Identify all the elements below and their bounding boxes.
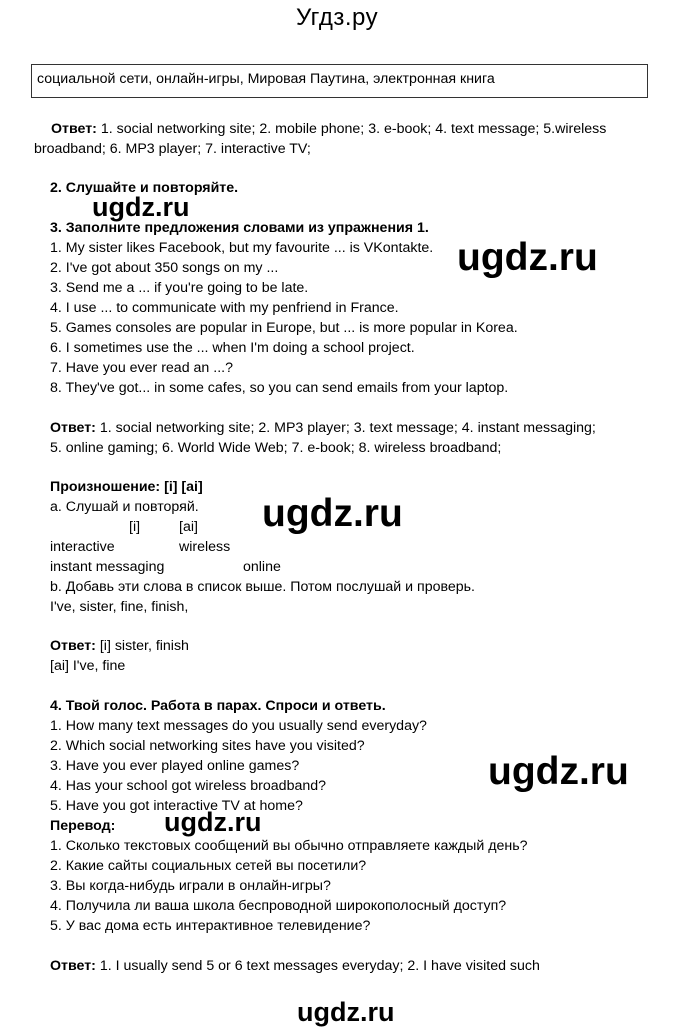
task3-answer-line2: 5. online gaming; 6. World Wide Web; 7. e-book; 8. wireless broadband; — [50, 440, 502, 456]
watermark: ugdz.ru — [297, 997, 395, 1027]
watermark: ugdz.ru — [164, 807, 262, 837]
pron-answer-text1: [i] sister, finish — [95, 638, 189, 654]
pron-a-line: a. Слушай и повторяй. — [50, 499, 199, 515]
word-box-text: социальной сети, онлайн-игры, Мировая Паутина, электронная книга — [37, 71, 495, 87]
task4-answer-text: 1. I usually send 5 or 6 text messages everyday; 2. I have visited such — [95, 958, 540, 974]
task4-translation-2: 2. Какие сайты социальных сетей вы посетили? — [50, 858, 367, 874]
task4-heading: 4. Твой голос. Работа в парах. Спроси и ответь. — [50, 698, 386, 714]
task3-sentence-7: 7. Have you ever read an ...? — [50, 360, 233, 376]
answer1-line2: broadband; 6. MP3 player; 7. interactive TV; — [34, 141, 311, 157]
watermark: ugdz.ru — [92, 192, 190, 222]
task3-answer-label: Ответ: — [50, 420, 96, 436]
pron-word-online: online — [243, 559, 281, 575]
pron-word-instant: instant messaging — [50, 559, 165, 575]
task3-sentence-5: 5. Games consoles are popular in Europe, but ... is more popular in Korea. — [50, 320, 518, 336]
pron-col-i: [i] — [129, 519, 141, 535]
task3-answer-line1 — [50, 418, 596, 438]
task4-translation-3: 3. Вы когда-нибудь играли в онлайн-игры? — [50, 878, 331, 894]
task4-answer-line — [50, 956, 540, 976]
task4-translation-1: 1. Сколько текстовых сообщений вы обычно отправляете каждый день? — [50, 838, 528, 854]
task3-sentence-3: 3. Send me a ... if you're going to be late. — [50, 280, 309, 296]
task3-sentence-4: 4. I use ... to communicate with my penfriend in France. — [50, 300, 399, 316]
task3-sentence-2: 2. I've got about 350 songs on my ... — [50, 260, 279, 276]
watermark: ugdz.ru — [262, 492, 403, 535]
watermark: ugdz.ru — [457, 236, 598, 279]
pron-b-line: b. Добавь эти слова в список выше. Потом послушай и проверь. — [50, 579, 475, 595]
task3-heading: 3. Заполните предложения словами из упражнения 1. — [50, 220, 429, 236]
pron-word-wireless: wireless — [179, 539, 231, 555]
pron-word-interactive: interactive — [50, 539, 115, 555]
task4-translation-5: 5. У вас дома есть интерактивное телевидение? — [50, 918, 371, 934]
task4-question-3: 3. Have you ever played online games? — [50, 758, 300, 774]
pron-col-ai: [ai] — [179, 519, 198, 535]
pron-answer-line2: [ai] I've, fine — [50, 658, 126, 674]
task4-translation-label: Перевод: — [50, 818, 116, 834]
pron-answer-label: Ответ: — [50, 638, 96, 654]
word-box — [31, 64, 648, 98]
task4-translation-4: 4. Получила ли ваша школа беспроводной широкополосный доступ? — [50, 898, 507, 914]
task4-question-1: 1. How many text messages do you usually send everyday? — [50, 718, 427, 734]
answer1-text1: 1. social networking site; 2. mobile phone; 3. e-book; 4. text message; 5.wireless — [96, 121, 607, 137]
task2-heading: 2. Слушайте и повторяйте. — [50, 180, 239, 196]
task4-answer-label: Ответ: — [50, 958, 96, 974]
task4-question-5: 5. Have you got interactive TV at home? — [50, 798, 303, 814]
site-title: Угдз.ру — [296, 4, 379, 31]
task3-sentence-6: 6. I sometimes use the ... when I'm doing a school project. — [50, 340, 415, 356]
pron-heading: Произношение: [i] [ai] — [50, 479, 203, 495]
task3-sentence-1: 1. My sister likes Facebook, but my favourite ... is VKontakte. — [50, 240, 434, 256]
pron-words-line: I've, sister, fine, finish, — [50, 599, 189, 615]
pron-answer-line1 — [50, 636, 189, 656]
answer1-line1 — [51, 119, 606, 139]
task3-sentence-8: 8. They've got... in some cafes, so you can send emails from your laptop. — [50, 380, 509, 396]
task4-question-4: 4. Has your school got wireless broadband? — [50, 778, 327, 794]
task3-answer-text1: 1. social networking site; 2. MP3 player; 3. text message; 4. instant messaging; — [95, 420, 596, 436]
answer1-label: Ответ: — [51, 121, 97, 137]
task4-question-2: 2. Which social networking sites have you visited? — [50, 738, 365, 754]
watermark: ugdz.ru — [488, 750, 629, 793]
